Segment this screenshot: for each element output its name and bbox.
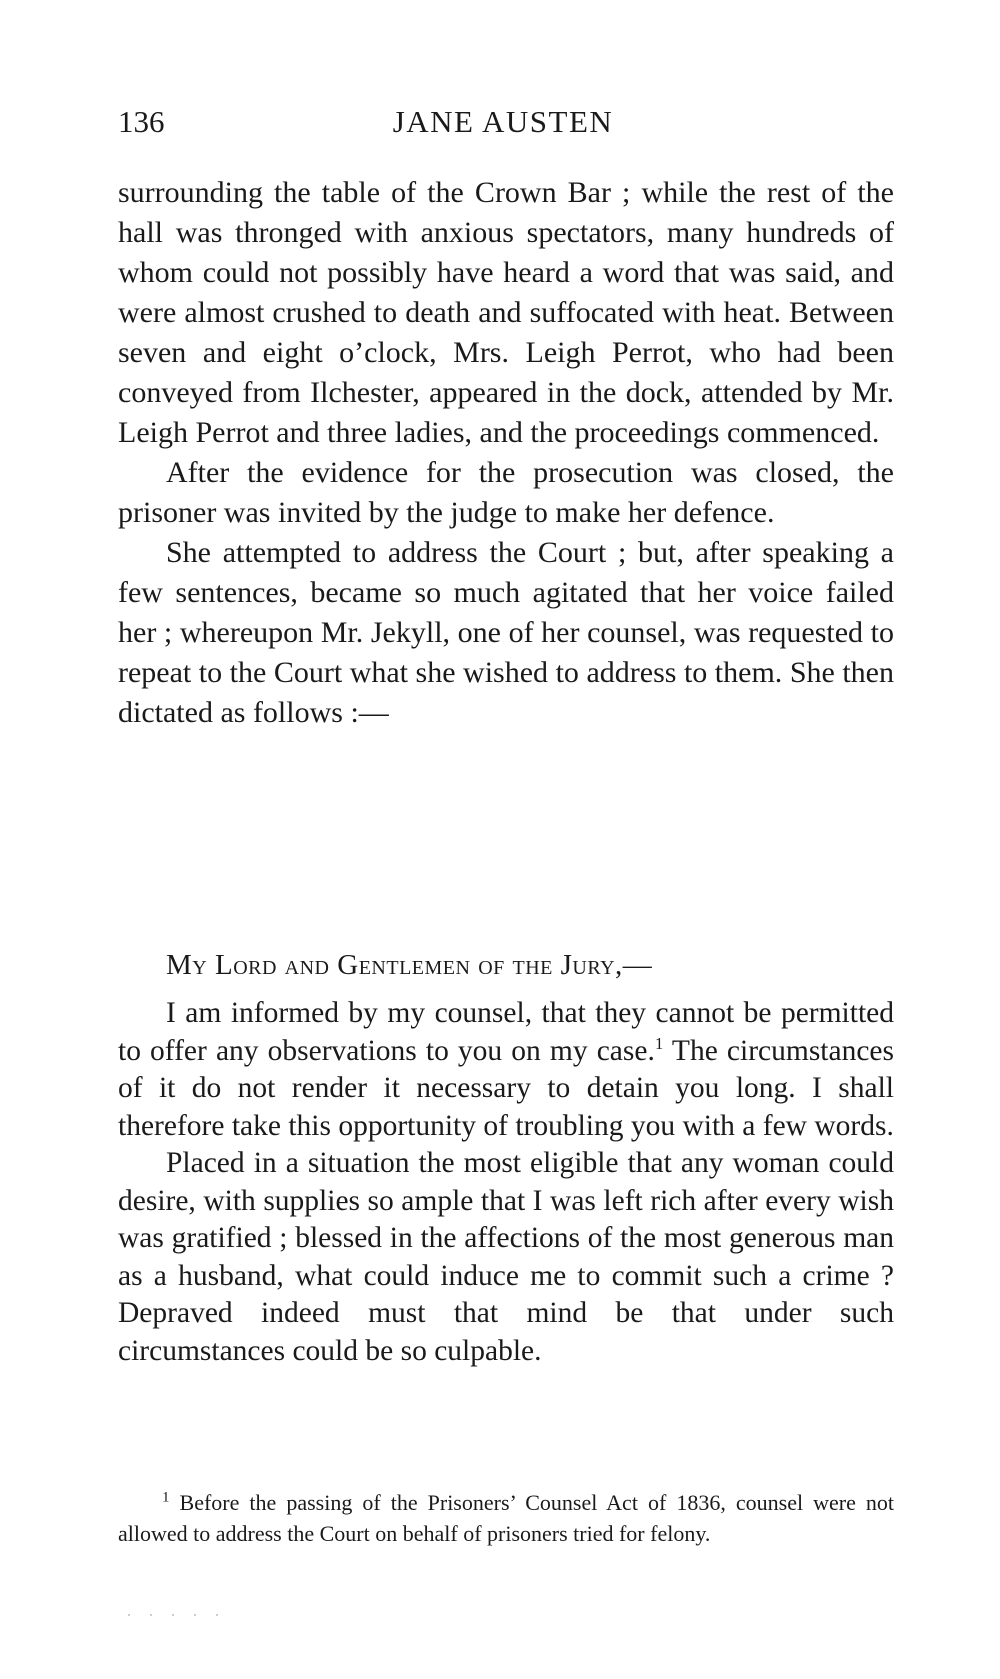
speech-paragraph-1-end: The circumstances of it do not render it necessary to detain you long. I shall therefore take this opportunity of troubling you with a few words. [118,1034,895,1142]
speck [216,1614,218,1616]
footnote-body: Before the passing of the Prisoners’ Counsel Act of 1836, counsel were not allowed to address the Court on behalf of prisoners tried for felony. [118,1490,894,1546]
speech-paragraph-2: Placed in a situation the most eligible that any woman could desire, with supplies so ample that I was left rich after every wish was gratified ; blessed in the affections of the most generous man as a husband, what could induce me to commit such a crime ? Depraved indeed must that mind be that under such circumstances could be so culpable. [118,1147,894,1367]
running-head [118,100,888,144]
running-title: JANE AUSTEN [392,104,614,139]
speech-paragraph-1 [118,995,894,1145]
footnote-marker: 1 [162,1489,170,1506]
page-number: 136 [118,104,165,139]
print-specks [128,1614,218,1618]
speech-text [118,995,894,1370]
footnote-text [118,1487,894,1549]
footnote [118,1487,894,1549]
main-text [118,173,894,733]
speech-paragraph-1-start: I am informed by my counsel, that they cannot be permitted to offer any observations to you on my case. [118,997,894,1067]
paragraph-evidence: After the evidence for the prosecution was closed, the prisoner was invited by the judge to make her defence. [118,456,894,529]
paragraph-continued: surrounding the table of the Crown Bar ; while the rest of the hall was thronged with anxious spectators, many hundreds of whom could not possibly have heard a word that was said, and were almost crushed to death and suffocated with heat. Between seven and eight o’clock, Mrs. Leigh Perrot, who had been conveyed from Ilchester, appeared in the dock, attended by Mr. Leigh Perrot and three ladies, and the proceedings commenced. [118,176,894,449]
speech-salutation: My Lord and Gentlemen of the Jury,— [166,949,653,981]
paragraph-address: She attempted to address the Court ; but, after speaking a few sentences, became so much agitated that her voice failed her ; whereupon Mr. Jekyll, one of her counsel, was requested to repeat to the Court what she wished to address to them. She then dictated as follows :— [118,536,894,729]
speck [128,1614,130,1616]
footnote-reference: 1 [654,1033,664,1053]
speck [194,1614,196,1616]
speck [150,1614,152,1616]
speck [172,1614,174,1616]
